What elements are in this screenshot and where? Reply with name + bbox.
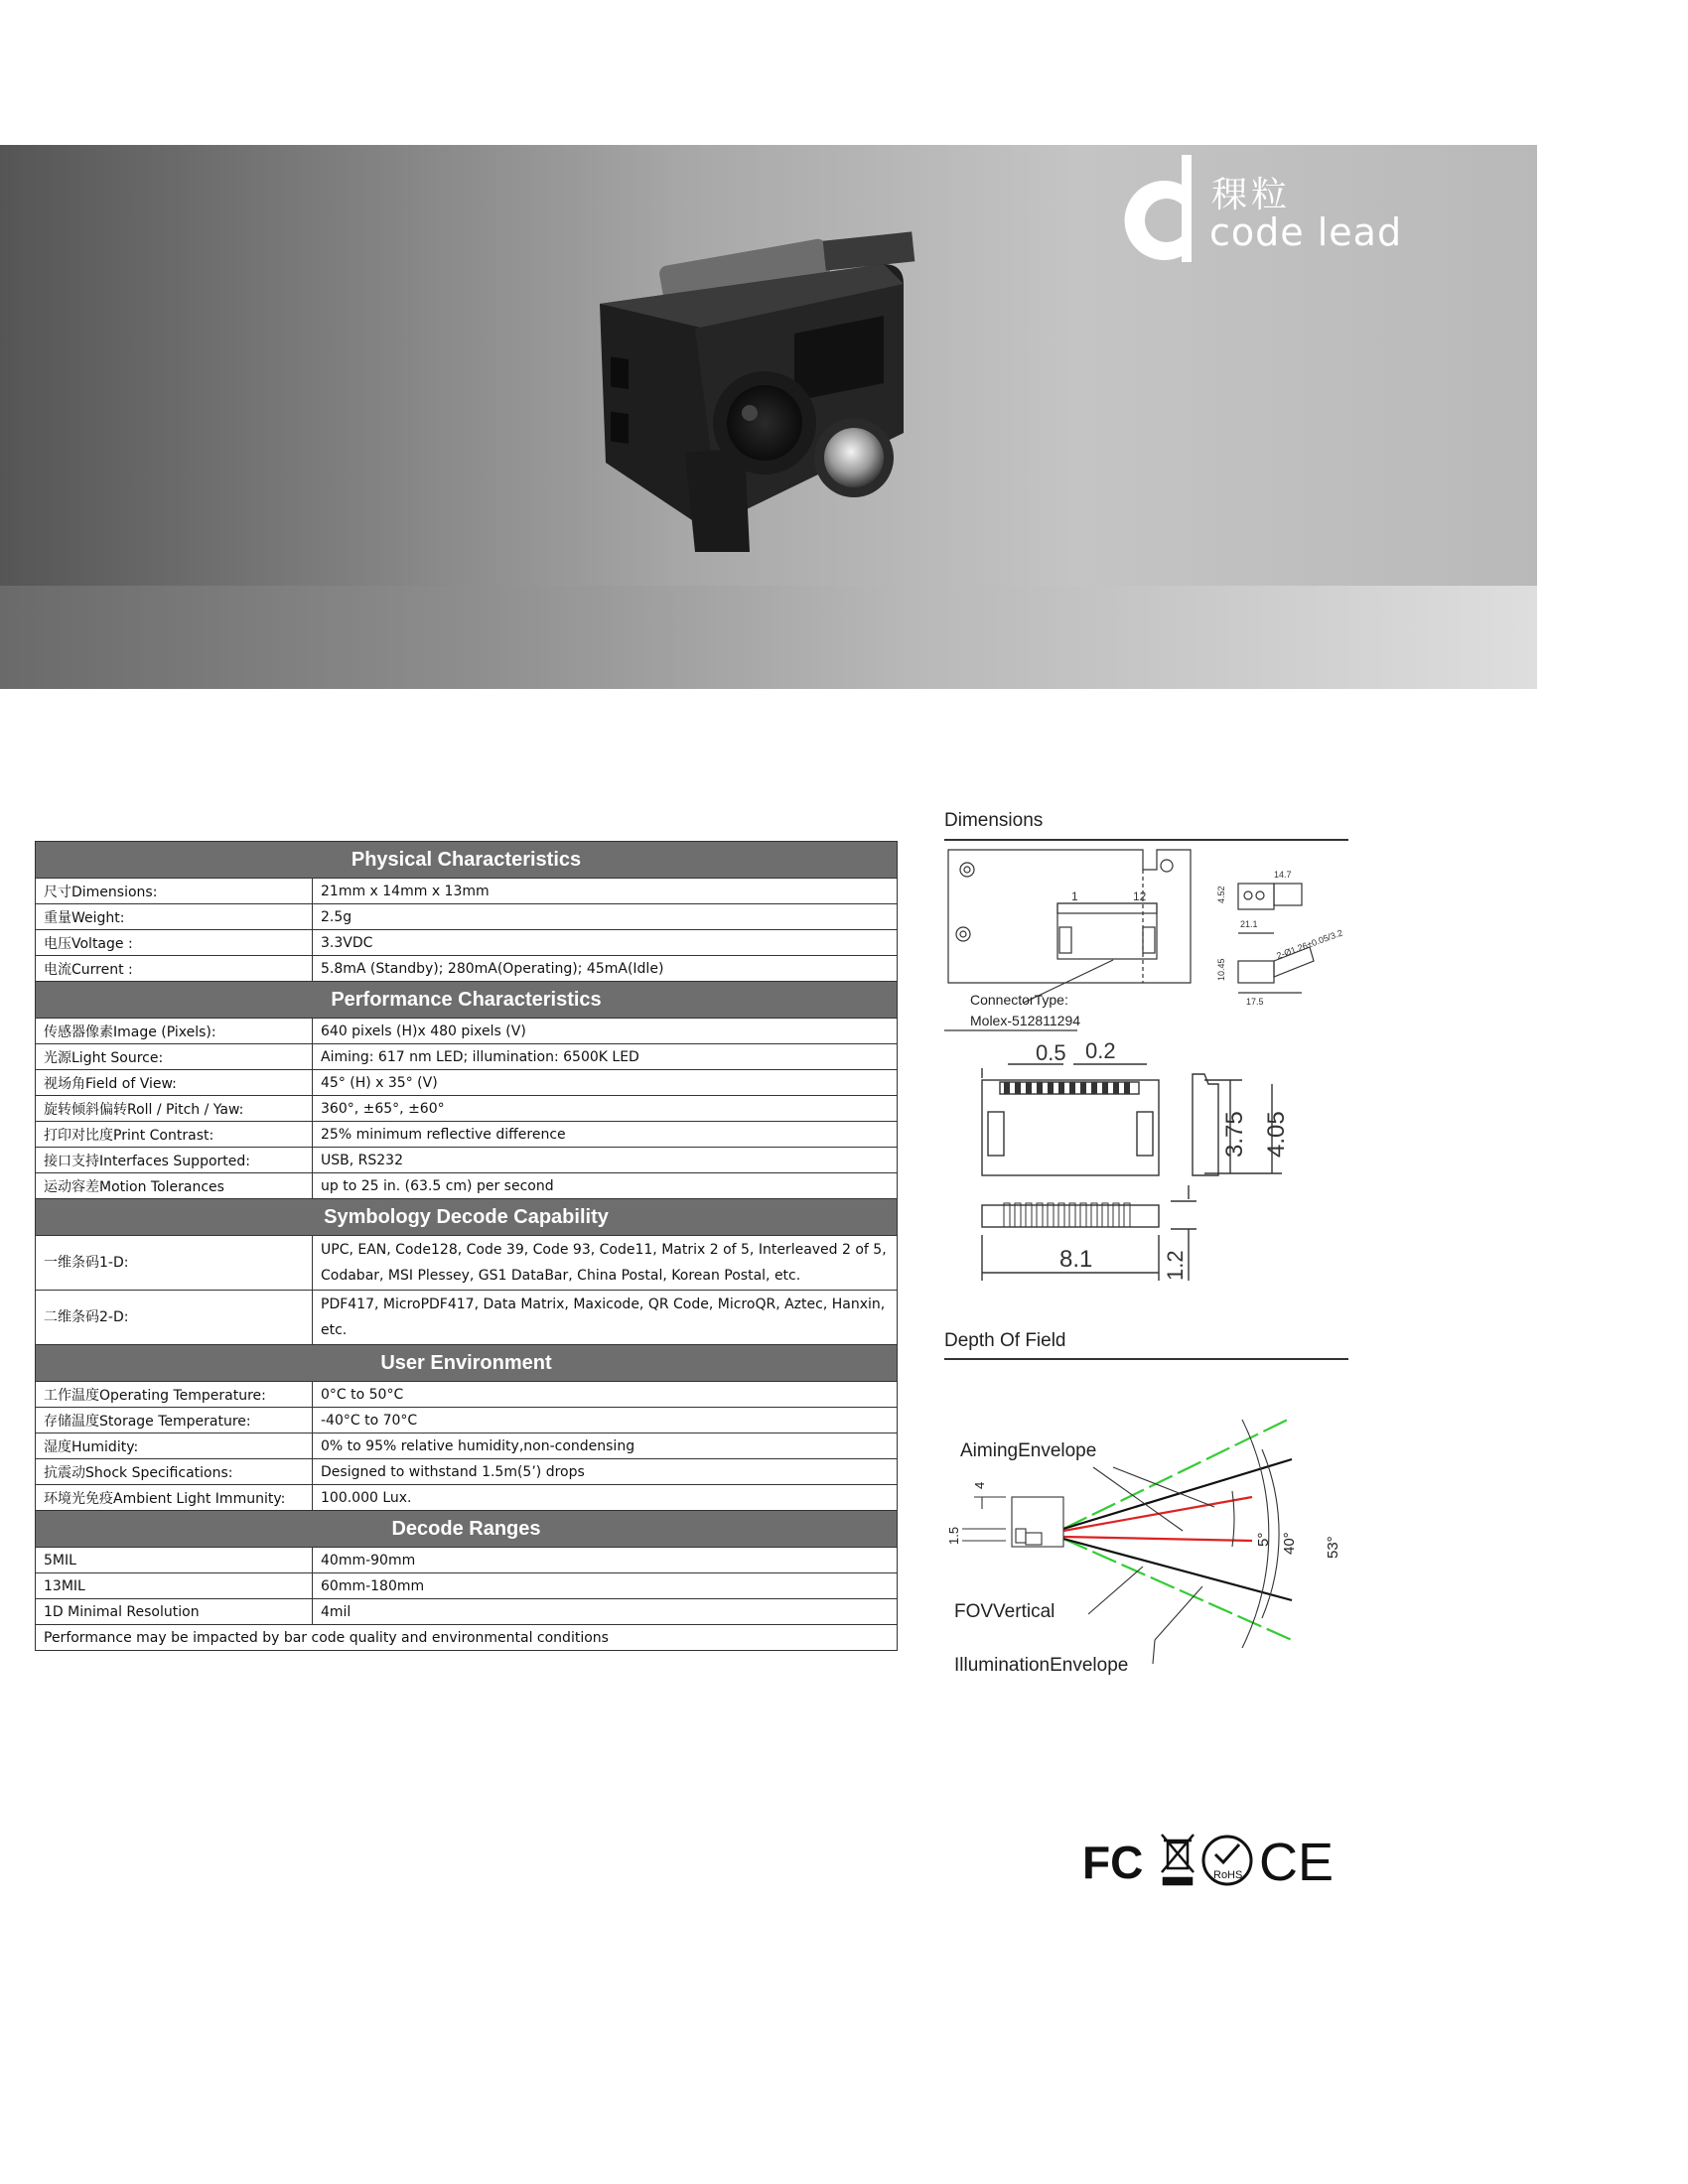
angle-5-label: 5° — [1255, 1532, 1272, 1547]
logo-english-text: code lead — [1209, 210, 1403, 254]
spec-value: 25% minimum reflective difference — [313, 1122, 898, 1148]
spec-key: 打印对比度Print Contrast: — [36, 1122, 313, 1148]
connector-pin-bottom — [1004, 1203, 1010, 1227]
connector-pin-bottom — [1080, 1203, 1086, 1227]
dim-4-label: 4 — [972, 1481, 987, 1489]
rohs-mark-icon — [1203, 1837, 1251, 1884]
hero-banner — [0, 145, 1537, 689]
section-header-performance — [36, 982, 898, 1019]
connector-part-number: Molex-512811294 — [970, 1013, 1081, 1028]
spec-row — [36, 1122, 898, 1148]
gap-dimension: 0.2 — [1085, 1038, 1116, 1063]
spec-key: 一维条码1-D: — [36, 1236, 313, 1291]
connector-pin-bottom — [1091, 1203, 1097, 1227]
pin1-label: 1 — [1071, 889, 1078, 903]
spec-key: 运动容差Motion Tolerances — [36, 1173, 313, 1199]
rohs-text: RoHS — [1213, 1869, 1243, 1881]
dimensions-rule — [944, 839, 1348, 841]
length-dimension: 8.1 — [1059, 1246, 1093, 1273]
spec-row — [36, 1433, 898, 1459]
section-title: Physical Characteristics — [36, 842, 898, 879]
section-header-ranges — [36, 1511, 898, 1548]
connector-pin — [1080, 1082, 1086, 1094]
spec-value: 40mm-90mm — [313, 1548, 898, 1573]
spec-value: USB, RS232 — [313, 1148, 898, 1173]
spec-row — [36, 1599, 898, 1625]
illumination-envelope-label: IlluminationEnvelope — [954, 1655, 1129, 1676]
spec-row — [36, 1070, 898, 1096]
spec-value: 640 pixels (H)x 480 pixels (V) — [313, 1019, 898, 1044]
connector-pin-bottom — [1124, 1203, 1130, 1227]
spec-key: 电压Voltage : — [36, 930, 313, 956]
spec-key: 光源Light Source: — [36, 1044, 313, 1070]
connector-pin — [1015, 1082, 1021, 1094]
spec-row — [36, 1019, 898, 1044]
spec-value: 4mil — [313, 1599, 898, 1625]
section-title: Symbology Decode Capability — [36, 1199, 898, 1236]
inner-height-dimension: 3.75 — [1221, 1111, 1248, 1158]
connector-pin-bottom — [1069, 1203, 1075, 1227]
spec-value: Aiming: 617 nm LED; illumination: 6500K LED — [313, 1044, 898, 1070]
spec-table — [35, 841, 898, 1651]
connector-pin-bottom — [1048, 1203, 1054, 1227]
dim-label-14-7: 14.7 — [1274, 870, 1292, 880]
spec-key: 工作温度Operating Temperature: — [36, 1382, 313, 1408]
weee-bin-icon — [1162, 1835, 1194, 1884]
spec-row — [36, 1044, 898, 1070]
aiming-envelope-label: AimingEnvelope — [960, 1440, 1097, 1461]
spec-value: 2.5g — [313, 904, 898, 930]
section-title: Performance Characteristics — [36, 982, 898, 1019]
fov-vertical-label: FOVVertical — [954, 1601, 1055, 1622]
ce-mark: CE — [1259, 1833, 1335, 1892]
spec-key: 重量Weight: — [36, 904, 313, 930]
thickness-dimension: 1.2 — [1163, 1250, 1188, 1281]
spec-row — [36, 879, 898, 904]
spec-value: 21mm x 14mm x 13mm — [313, 879, 898, 904]
spec-row — [36, 1459, 898, 1485]
connector-pin-bottom — [1037, 1203, 1043, 1227]
spec-row — [36, 1173, 898, 1199]
spec-row — [36, 1485, 898, 1511]
section-title: Decode Ranges — [36, 1511, 898, 1548]
connector-pin — [1037, 1082, 1043, 1094]
spec-row — [36, 1408, 898, 1433]
spec-key: 电流Current : — [36, 956, 313, 982]
dim-label-21-1: 21.1 — [1240, 919, 1258, 929]
connector-pin — [1102, 1082, 1108, 1094]
spec-row — [36, 904, 898, 930]
spec-value: 0% to 95% relative humidity,non-condensing — [313, 1433, 898, 1459]
section-header-symbology — [36, 1199, 898, 1236]
connector-pin — [1091, 1082, 1097, 1094]
spec-key: 视场角Field of View: — [36, 1070, 313, 1096]
dim-label-10-45: 10.45 — [1216, 958, 1226, 981]
spec-row — [36, 956, 898, 982]
spec-key: 13MIL — [36, 1573, 313, 1599]
spec-value: 60mm-180mm — [313, 1573, 898, 1599]
dim-1-5-label: 1.5 — [946, 1526, 961, 1545]
spec-key: 二维条码2-D: — [36, 1291, 313, 1345]
connector-pin-bottom — [1026, 1203, 1032, 1227]
logo-chinese-text: 稞粒 — [1211, 175, 1292, 215]
angle-40-label: 40° — [1281, 1532, 1298, 1555]
scanner-module-photo — [586, 224, 1003, 582]
connector-pin — [1058, 1082, 1064, 1094]
section-header-physical — [36, 842, 898, 879]
connector-pin — [1048, 1082, 1054, 1094]
dimensions-drawing — [944, 844, 1361, 1300]
fc-mark: FC — [1082, 1837, 1144, 1888]
spec-key: 湿度Humidity: — [36, 1433, 313, 1459]
connector-pin — [1124, 1082, 1130, 1094]
logo-d-icon — [1096, 145, 1205, 274]
dim-label-4-52: 4.52 — [1216, 886, 1226, 903]
depth-of-field-diagram — [944, 1380, 1361, 1707]
spec-key: 尺寸Dimensions: — [36, 879, 313, 904]
banner-lower-band — [0, 586, 1537, 689]
outer-height-dimension: 4.05 — [1263, 1111, 1290, 1158]
dim-label-hole-spec: 2-Ø1.26±0.05/3.2 — [1275, 927, 1344, 961]
dim-label-17-5: 17.5 — [1246, 997, 1264, 1007]
spec-value: 360°, ±65°, ±60° — [313, 1096, 898, 1122]
spec-value: 0°C to 50°C — [313, 1382, 898, 1408]
connector-pin — [1113, 1082, 1119, 1094]
connector-pin-bottom — [1102, 1203, 1108, 1227]
spec-row — [36, 1148, 898, 1173]
spec-note: Performance may be impacted by bar code quality and environmental conditions — [36, 1625, 898, 1651]
spec-key: 1D Minimal Resolution — [36, 1599, 313, 1625]
spec-key: 存储温度Storage Temperature: — [36, 1408, 313, 1433]
spec-value: 5.8mA (Standby); 280mA(Operating); 45mA(Idle) — [313, 956, 898, 982]
brand-logo — [1096, 145, 1414, 274]
pin12-label: 12 — [1133, 889, 1147, 903]
connector-pin-bottom — [1015, 1203, 1021, 1227]
section-title: User Environment — [36, 1345, 898, 1382]
spec-row — [36, 930, 898, 956]
spec-value: Designed to withstand 1.5m(5’) drops — [313, 1459, 898, 1485]
spec-row — [36, 1573, 898, 1599]
depth-of-field-rule — [944, 1358, 1348, 1360]
pitch-dimension: 0.5 — [1036, 1040, 1066, 1065]
spec-row — [36, 1096, 898, 1122]
connector-pin — [1026, 1082, 1032, 1094]
certification-marks — [1082, 1827, 1340, 1896]
spec-key: 旋转倾斜偏转Roll / Pitch / Yaw: — [36, 1096, 313, 1122]
spec-key: 5MIL — [36, 1548, 313, 1573]
connector-pin-bottom — [1113, 1203, 1119, 1227]
spec-value: up to 25 in. (63.5 cm) per second — [313, 1173, 898, 1199]
angle-53-label: 53° — [1325, 1536, 1341, 1559]
spec-key: 抗震动Shock Specifications: — [36, 1459, 313, 1485]
spec-value: UPC, EAN, Code128, Code 39, Code 93, Code11, Matrix 2 of 5, Interleaved 2 of 5, Codabar, MSI Plessey, GS1 DataBar, China Postal, Korean Postal, etc. — [313, 1236, 898, 1291]
spec-row — [36, 1236, 898, 1291]
spec-row — [36, 1548, 898, 1573]
spec-key: 接口支持Interfaces Supported: — [36, 1148, 313, 1173]
spec-key: 传感器像素Image (Pixels): — [36, 1019, 313, 1044]
spec-value: 100.000 Lux. — [313, 1485, 898, 1511]
spec-key: 环境光免疫Ambient Light Immunity: — [36, 1485, 313, 1511]
note-row — [36, 1625, 898, 1651]
connector-type-label: ConnectorType: — [970, 992, 1068, 1008]
spec-value: PDF417, MicroPDF417, Data Matrix, Maxicode, QR Code, MicroQR, Aztec, Hanxin, etc. — [313, 1291, 898, 1345]
spec-row — [36, 1291, 898, 1345]
connector-pin-bottom — [1058, 1203, 1064, 1227]
dimensions-heading: Dimensions — [944, 810, 1044, 831]
connector-pin — [1069, 1082, 1075, 1094]
section-header-environment — [36, 1345, 898, 1382]
spec-value: -40°C to 70°C — [313, 1408, 898, 1433]
spec-value: 3.3VDC — [313, 930, 898, 956]
spec-row — [36, 1382, 898, 1408]
spec-value: 45° (H) x 35° (V) — [313, 1070, 898, 1096]
depth-of-field-heading: Depth Of Field — [944, 1330, 1066, 1351]
connector-pin — [1004, 1082, 1010, 1094]
